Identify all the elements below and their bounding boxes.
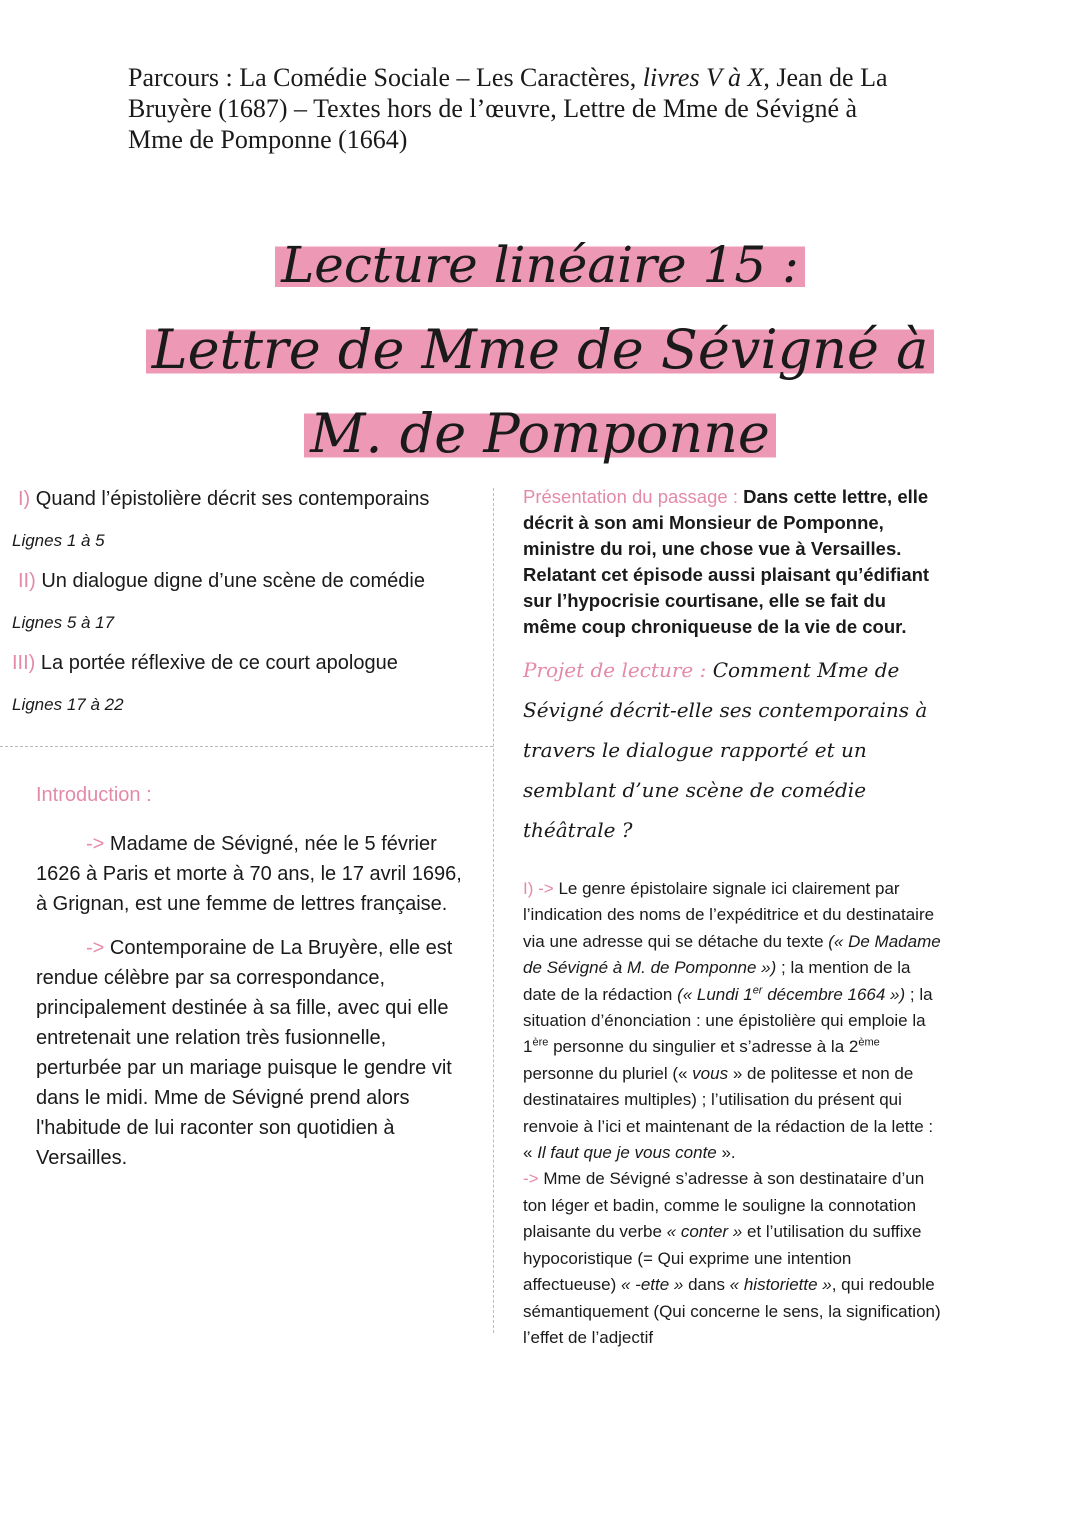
projet-de-lecture: Projet de lecture : Comment Mme de Sévigné décrit-elle ses contemporains à travers le dialogue rapporté et un semblant d’une scène de comédie théâtrale ? — [523, 658, 928, 842]
section-divider — [0, 746, 493, 747]
arrow-icon: -> — [86, 937, 105, 959]
header-line-2: Bruyère (1687) – Textes hors de l’œuvre, Lettre de Mme de Sévigné à — [128, 94, 858, 123]
header-line-1: Parcours : La Comédie Sociale – Les Caractères, livres V à X, Jean de La — [128, 63, 888, 92]
plan-part-1: I) Quand l’épistolière décrit ses contemporains — [18, 488, 430, 510]
plan-part-3: III) La portée réflexive de ce court apologue — [12, 652, 398, 674]
header-line-3: Mme de Pomponne (1664) — [128, 125, 408, 154]
plan-part-1-lines: Lignes 1 à 5 — [12, 531, 105, 550]
title-line-3: M. de Pomponne — [0, 402, 1080, 465]
course-header — [128, 62, 948, 155]
column-divider — [493, 488, 494, 1333]
intro-paragraph-1: -> Madame de Sévigné, née le 5 février 1626 à Paris et morte à 70 ans, le 17 avril 1696, à Grignan, est une femme de lettres française. — [36, 833, 462, 915]
reading-plan — [12, 488, 482, 715]
right-column — [523, 484, 943, 1351]
arrow-icon: -> — [86, 833, 105, 855]
plan-part-2-lines: Lignes 5 à 17 — [12, 613, 115, 632]
intro-paragraph-2: -> Contemporaine de La Bruyère, elle est rendue célèbre par sa correspondance, principalement destinée à sa fille, avec qui elle entretenait une relation très fusionnelle, perturbée par un mariage puisque le gendre vit dans le midi. Mme de Sévigné prend alors l'habitude de lui raconter son quotidien à Versailles. — [36, 937, 453, 1169]
presentation-passage: Présentation du passage : Dans cette lettre, elle décrit à son ami Monsieur de Pomponne, ministre du roi, une chose vue à Versailles. Relatant cet épisode aussi plaisant qu’édifiant sur l’hypocrisie courtisane, elle se fait du même coup chroniqueuse de la vie de cour. — [523, 486, 930, 637]
plan-part-3-lines: Lignes 17 à 22 — [12, 695, 124, 714]
title-line-1: Lecture linéaire 15 : — [0, 236, 1080, 294]
introduction-heading: Introduction : — [36, 784, 152, 806]
arrow-icon: -> — [523, 1169, 539, 1189]
analysis-part-1: I) -> Le genre épistolaire signale ici clairement par l’indication des noms de l’expéditrice et du destinataire via une adresse qui se détache du texte (« De Madame de Sévigné à M. de Pomponne ») ; la mention de la date de la rédaction (« Lundi 1er décembre 1664 ») ; la situation d’énonciation : une épistolière qui emploie la 1ère personne du singulier et s’adresse à la 2ème personne du pluriel (« vous » de politesse et non de destinataires multiples) ; l’utilisation du présent qui renvoie à l’ici et maintenant de la rédaction de la lette : « Il faut que je vous conte ». -> Mme de Sévigné s’adresse à son destinataire d’un ton léger et badin, comme le souligne la connotation plaisante du verbe « conter » et l’utilisation du suffixe hypocoristique (= Qui exprime une intention affectueuse) « -ette » dans « historiette », qui redouble sémantiquement (Qui concerne le sens, la signification) l’effet de l’adjectif — [523, 879, 941, 1347]
plan-part-2: II) Un dialogue digne d’une scène de comédie — [18, 570, 425, 592]
title-line-2: Lettre de Mme de Sévigné à — [0, 318, 1080, 381]
introduction — [36, 784, 476, 1187]
